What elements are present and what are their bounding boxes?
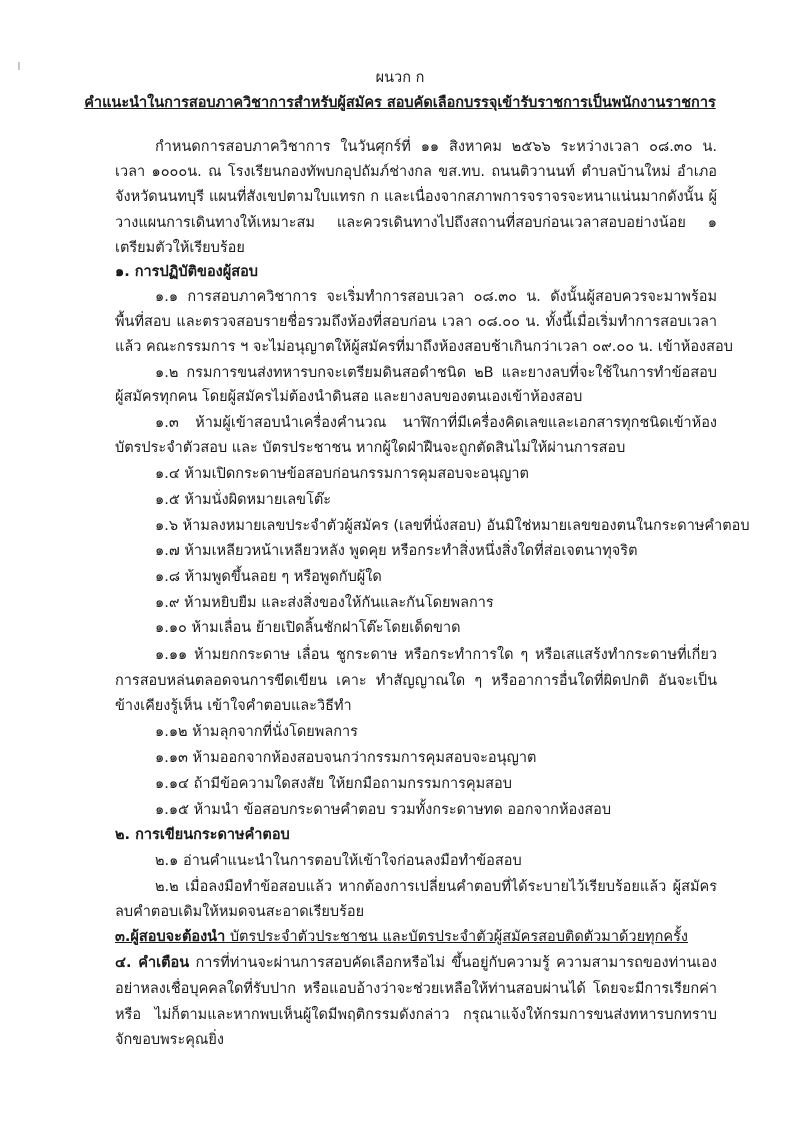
section-4-line: [115, 951, 717, 975]
rule-line: ผู้สมัครทุกคน โดยผู้สมัครไม่ต้องนำดินสอ และยางลบของตนเองเข้าห้องสอบ: [115, 389, 583, 405]
rule-line: ๒.๑ อ่านคำแนะนำในการตอบให้เข้าใจก่อนลงมือทำข้อสอบ: [155, 853, 522, 869]
rule-line: ๑.๕ ห้ามนั่งผิดหมายเลขโต๊ะ: [155, 492, 332, 508]
rule-line: ๑.๑๒ ห้ามลุกจากที่นั่งโดยพลการ: [155, 724, 358, 740]
section-3-line: [115, 925, 717, 949]
rule-line: ๑.๑๐ ห้ามเลื่อน ย้ายเปิดลิ้นชักฝาโต๊ะโดยเด็ดขาด: [155, 620, 461, 636]
rule-line: แล้ว คณะกรรมการ ฯ จะไม่อนุญาตให้ผู้สมัครที่มาถึงห้องสอบช้าเกินกว่าเวลา ๐๙.๐๐ น. เข้าห้องสอบ: [115, 339, 733, 355]
rule-line: ๑.๑๔ ถ้ามีข้อความใดสงสัย ให้ยกมือถามกรรมการคุมสอบ: [155, 776, 512, 792]
rule-line: ๑.๗ ห้ามเหลียวหน้าเหลียวหลัง พูดคุย หรือกระทำสิ่งหนึ่งสิ่งใดที่ส่อเจตนาทุจริต: [155, 543, 638, 559]
warning-line: หรือ ไม่ก็ตามและหากพบเห็นผู้ใดมีพฤติกรรมดังกล่าว กรุณาแจ้งให้กรมการขนส่งทหารบกทราบ: [115, 1007, 717, 1023]
section-2-heading: ๒. การเขียนกระดาษคำตอบ: [115, 827, 290, 843]
intro-line: เวลา ๑๐๐๐น. ณ โรงเรียนกองทัพบกอุปถัมภ์ช่างกล ขส.ทบ. ถนนติวานนท์ ตำบลบ้านใหม่ อำเภอ: [115, 164, 717, 180]
document-title: คำแนะนำในการสอบภาควิชาการสำหรับผู้สมัคร สอบคัดเลือกบรรจุเข้ารับราชการเป็นพนักงานราชการ: [84, 95, 716, 111]
rule-line: ๒.๒ เมื่อลงมือทำข้อสอบแล้ว หากต้องการเปลี่ยนคำตอบที่ได้ระบายไว้เรียบร้อยแล้ว ผู้สมัคร: [155, 879, 717, 895]
rule-line: ๑.๙ ห้ามหยิบยืม และส่งสิ่งของให้กันและกันโดยพลการ: [155, 595, 494, 611]
rule-line: พื้นที่สอบ และตรวจสอบรายชื่อรวมถึงห้องที่สอบก่อน เวลา ๐๘.๐๐ น. ทั้งนี้เมื่อเริ่มทำการสอบเวลา: [115, 314, 717, 330]
rule-line: ๑.๒ กรมการขนส่งทหารบกจะเตรียมดินสอดำชนิด ๒B และยางลบที่จะใช้ในการทำข้อสอบ: [155, 365, 717, 381]
intro-line: จังหวัดนนทบุรี แผนที่สังเขปตามใบแทรก ก และเนื่องจากสภาพการจราจรจะหนาแน่นมากดังนั้น ผู้: [115, 189, 717, 205]
rule-line: บัตรประจำตัวสอบ และ บัตรประชาชน หากผู้ใดฝ่าฝืนจะถูกตัดสินไม่ให้ผ่านการสอบ: [115, 440, 626, 456]
rule-line: ๑.๑๓ ห้ามออกจากห้องสอบจนกว่ากรรมการคุมสอบจะอนุญาต: [155, 750, 537, 766]
rule-line: ลบคำตอบเดิมให้หมดจนสะอาดเรียบร้อย: [115, 904, 365, 920]
section-3-heading: ๓.ผู้สอบจะต้องนำ: [115, 929, 226, 945]
warning-line: อย่าหลงเชื่อบุคคลใดที่รับปาก หรือแอบอ้างว่าจะช่วยเหลือให้ท่านสอบผ่านได้ โดยจะมีการเรียกค่า: [115, 981, 717, 997]
intro-line: วางแผนการเดินทางให้เหมาะสม และควรเดินทางไปถึงสถานที่สอบก่อนเวลาสอบอย่างน้อย ๑: [115, 215, 717, 231]
rule-line: ๑.๑ การสอบภาควิชาการ จะเริ่มทำการสอบเวลา ๐๘.๓๐ น. ดังนั้นผู้สอบควรจะมาพร้อม: [155, 289, 717, 305]
rule-line: การสอบหล่นตลอดจนการขีดเขียน เคาะ ทำสัญญาณใด ๆ หรืออาการอื่นใดที่ผิดปกติ อันจะเป็น: [115, 673, 717, 689]
section-3-text: บัตรประจำตัวประชาชน และบัตรประจำตัวผู้สมัครสอบติดตัวมาด้วยทุกครั้ง: [225, 929, 688, 945]
rule-line: ๑.๑๕ ห้ามนำ ข้อสอบกระดาษคำตอบ รวมทั้งกระดาษทด ออกจากห้องสอบ: [155, 802, 612, 818]
rule-line: ๑.๔ ห้ามเปิดกระดาษข้อสอบก่อนกรรมการคุมสอบจะอนุญาต: [155, 466, 529, 482]
warning-text: การที่ท่านจะผ่านการสอบคัดเลือกหรือไม่ ขึ้นอยู่กับความรู้ ความสามารถของท่านเอง: [195, 955, 717, 971]
section-1-heading: ๑. การปฏิบัติของผู้สอบ: [115, 264, 258, 280]
intro-line: กำหนดการสอบภาควิชาการ ในวันศุกร์ที่ ๑๑ สิงหาคม ๒๕๖๖ ระหว่างเวลา ๐๘.๓๐ น.: [155, 139, 717, 155]
rule-line: ๑.๑๑ ห้ามยกกระดาษ เลื่อน ชูกระดาษ หรือกระทำการใด ๆ หรือเสแสร้งทำกระดาษที่เกี่ยว: [155, 647, 717, 663]
rule-line: ๑.๘ ห้ามพูดขึ้นลอย ๆ หรือพูดกับผู้ใด: [155, 569, 382, 585]
rule-line: ๑.๓ ห้ามผู้เข้าสอบนำเครื่องคำนวณ นาฬิกาที่มีเครื่องคิดเลขและเอกสารทุกชนิดเข้าห้อง: [155, 415, 717, 431]
warning-line: จักขอบพระคุณยิ่ง: [115, 1032, 224, 1048]
section-4-heading: ๔. คำเตือน: [115, 955, 190, 971]
rule-line: ๑.๖ ห้ามลงหมายเลขประจำตัวผู้สมัคร (เลขที่นั่งสอบ) อันมิใช่หมายเลขของตนในกระดาษคำตอบ: [155, 518, 750, 534]
annex-label: ผนวก ก: [375, 70, 425, 86]
intro-line: เตรียมตัวให้เรียบร้อย: [115, 240, 245, 256]
rule-line: ข้างเคียงรู้เห็น เข้าใจคำตอบและวิธีทำ: [115, 698, 352, 714]
